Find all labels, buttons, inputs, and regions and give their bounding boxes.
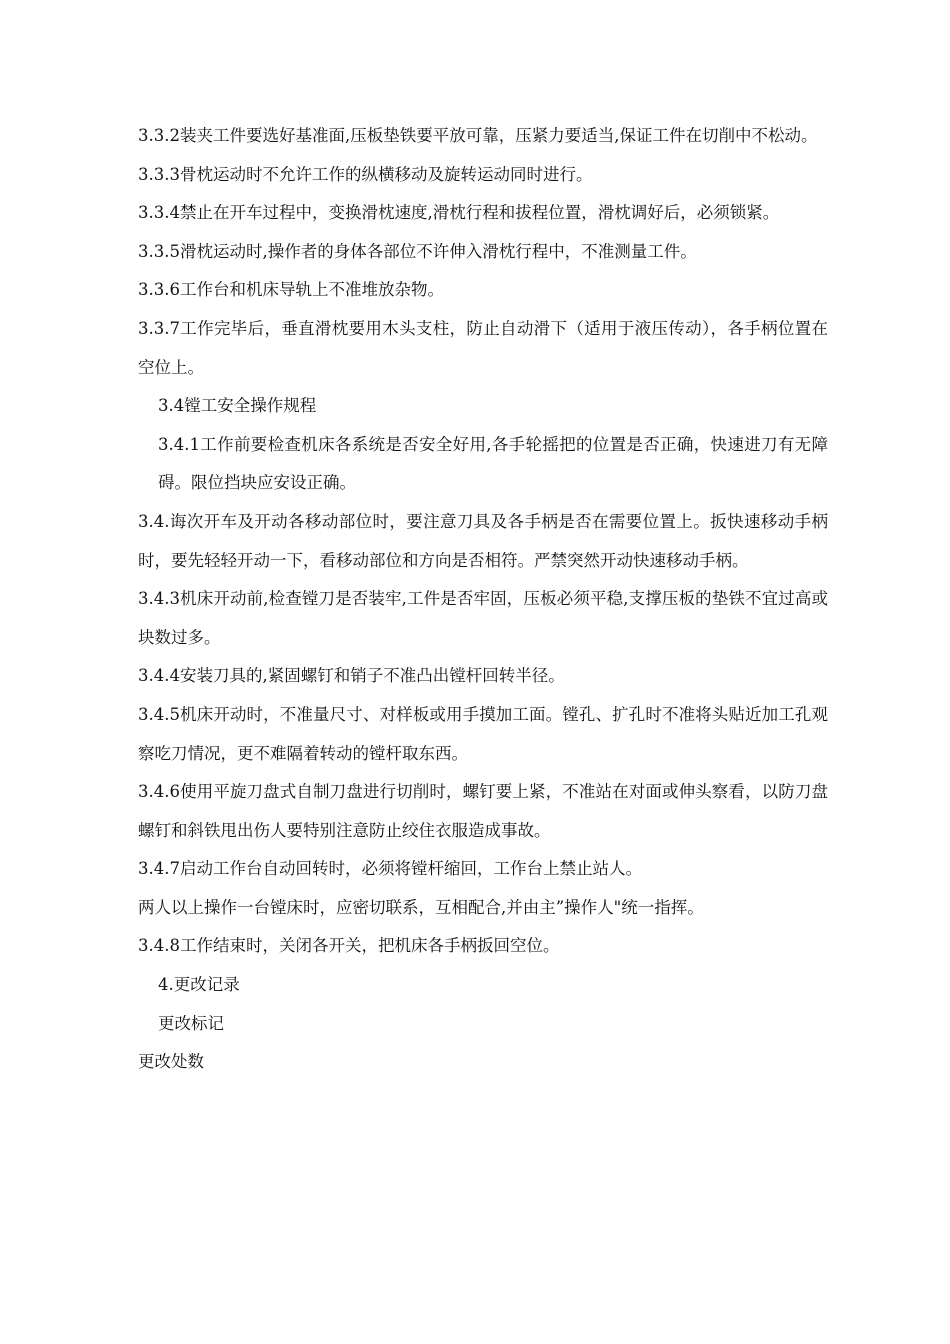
paragraph-3-3-2: 3.3.2装夹工件要选好基准面,压板垫铁要平放可靠，压紧力要适当,保证工件在切削中不松动。 <box>138 126 818 145</box>
document-body <box>138 117 828 1082</box>
change-count-label: 更改处数 <box>138 1052 204 1072</box>
paragraph-3-3-4: 3.3.4禁止在开车过程中，变换滑枕速度,滑枕行程和拔程位置，滑枕调好后，必须锁紧。 <box>138 203 780 223</box>
paragraph-3-3-7: 3.3.7工作完毕后，垂直滑枕要用木头支柱，防止自动滑下（适用于液压传动），各手柄位置在空位上。 <box>138 318 828 377</box>
paragraph-3-4-1: 3.4.1工作前要检查机床各系统是否安全好用,各手轮摇把的位置是否正确，快速进刀有无障碍。限位挡块应安设正确。 <box>158 434 828 493</box>
paragraph-two-operators: 两人以上操作一台镗床时，应密切联系，互相配合,并由主”操作人"统一指挥。 <box>138 897 704 917</box>
paragraph-3-3-6: 3.3.6工作台和机床导轨上不准堆放杂物。 <box>138 280 444 300</box>
paragraph-3-4-6: 3.4.6使用平旋刀盘式自制刀盘进行切削时，螺钉要上紧，不准站在对面或伸头察看，以防刀盘螺钉和斜铁甩出伤人要特别注意防止绞住衣服造成事故。 <box>138 782 828 840</box>
paragraph-3-4-4: 3.4.4安装刀具的,紧固螺钉和销子不准凸出镗杆回转半径。 <box>138 666 565 686</box>
paragraph-3-4-2: 3.4.诲次开车及开动各移动部位时，要注意刀具及各手柄是否在需要位置上。扳快速移动手柄时，要先轻轻开动一下，看移动部位和方向是否相符。严禁突然开动快速移动手柄。 <box>138 511 828 570</box>
paragraph-3-3-3: 3.3.3骨枕运动时不允许工作的纵横移动及旋转运动同时进行。 <box>138 164 593 184</box>
paragraph-3-3-5: 3.3.5滑枕运动时,操作者的身体各部位不许伸入滑枕行程中，不准测量工件。 <box>138 241 697 261</box>
paragraph-3-4-3: 3.4.3机床开动前,检查镗刀是否装牢,工件是否牢固，压板必须平稳,支撑压板的垫铁不宜过高或块数过多。 <box>138 589 828 647</box>
section-heading-3-4: 3.4镗工安全操作规程 <box>158 396 317 416</box>
section-heading-change-record: 4.更改记录 <box>158 975 240 995</box>
paragraph-3-4-5: 3.4.5机床开动时，不准量尺寸、对样板或用手摸加工面。镗孔、扩孔时不准将头贴近加工孔观察吃刀情况，更不难隔着转动的镗杆取东西。 <box>138 704 828 763</box>
paragraph-3-4-8: 3.4.8工作结束时，关闭各开关，把机床各手柄扳回空位。 <box>138 936 560 956</box>
paragraph-3-4-7: 3.4.7启动工作台自动回转时，必须将镗杆缩回，工作台上禁止站人。 <box>138 859 642 879</box>
change-mark-label: 更改标记 <box>158 1013 224 1033</box>
